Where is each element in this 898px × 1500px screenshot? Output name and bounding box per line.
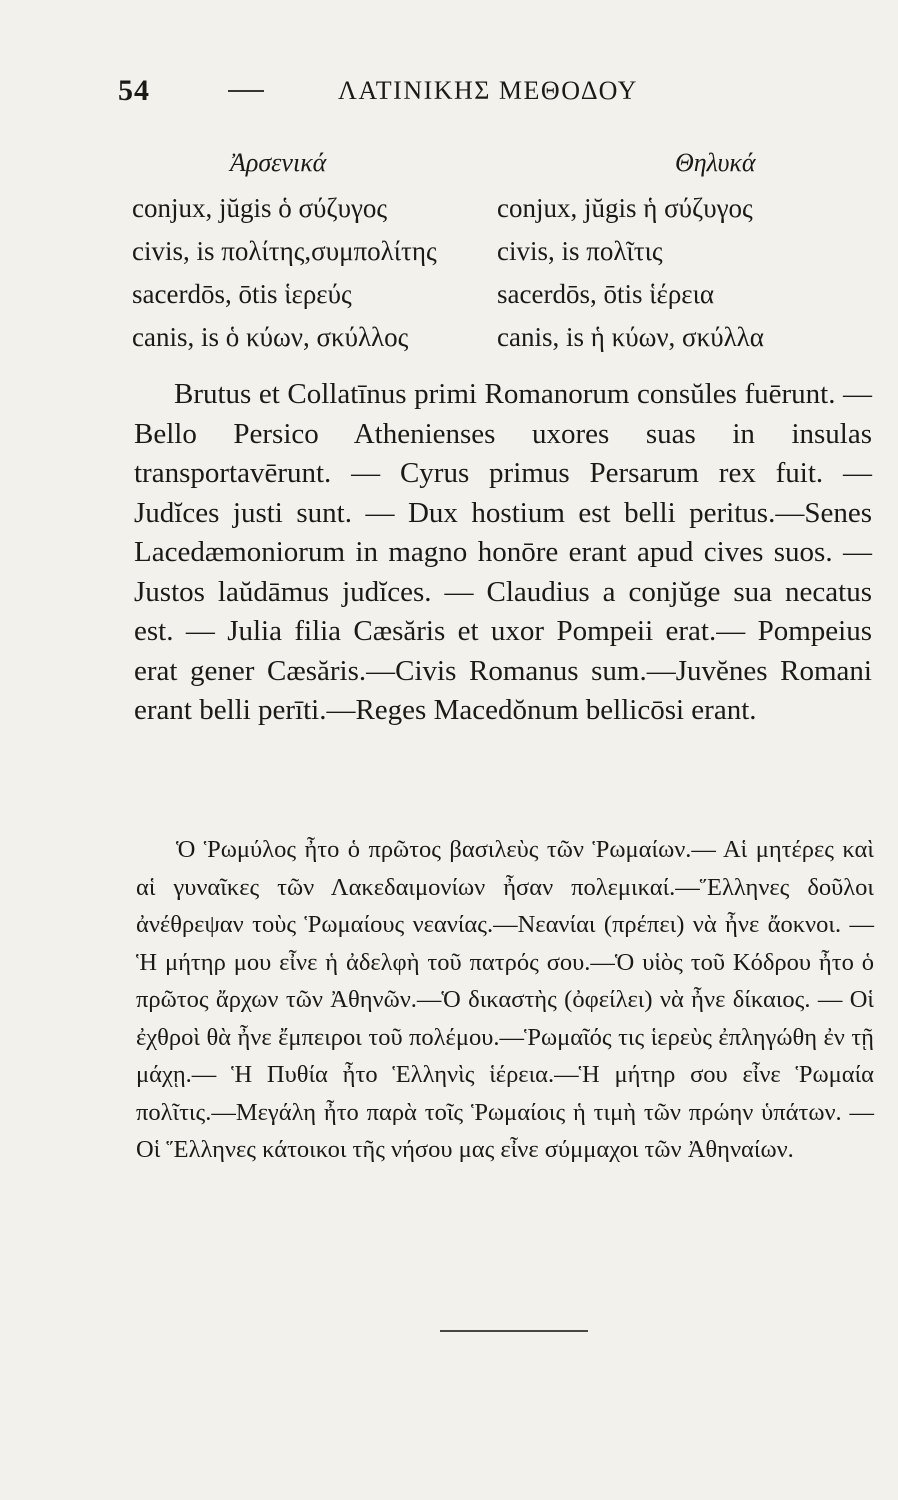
latin-exercise bbox=[134, 375, 872, 731]
feminine-heading: Θηλυκά bbox=[675, 148, 756, 177]
header-rule bbox=[228, 90, 264, 92]
column-headings bbox=[130, 148, 870, 188]
vocab-row bbox=[132, 322, 872, 365]
latin-paragraph: Brutus et Collatīnus primi Romanorum consŭles fuērunt. — Bello Persico Athenienses uxores suas in insulas transportavērunt. — Cyrus primus Persarum rex fuit. — Judĭces justi sunt. — Dux hostium est belli peritus.—Senes Lacedæmoniorum in magno honōre erant apud cives suos. — Justos laŭdāmus judĭces. — Claudius a conjŭge sua necatus est. — Julia filia Cæsăris et uxor Pompeii erat.— Pompeius erat gener Cæsăris.—Civis Romanus sum.—Juvĕnes Romani erant belli perīti.—Reges Macedŏnum bellicōsi erant. bbox=[134, 378, 872, 726]
greek-paragraph: Ὁ Ῥωμύλος ἦτο ὁ πρῶτος βασιλεὺς τῶν Ῥωμαίων.— Αἱ μητέρες καὶ αἱ γυναῖκες τῶν Λακεδαιμονίων ἦσαν πολεμικαί.—Ἕλληνες δοῦλοι ἀνέθρεψαν τοὺς Ῥωμαίους νεανίας.—Νεανίαι (πρέπει) νὰ ἦνε ἄοκνοι. — Ἡ μήτηρ μου εἶνε ἡ ἀδελφὴ τοῦ πατρός σου.—Ὁ υἱὸς τοῦ Κόδρου ἦτο ὁ πρῶτος ἄρχων τῶν Ἀθηνῶν.—Ὁ δικαστὴς (ὀφείλει) νὰ ἦνε δίκαιος. — Οἱ ἐχθροὶ θὰ ἦνε ἔμπειροι τοῦ πολέμου.—Ῥωμαῖός τις ἱερεὺς ἐπληγώθη ἐν τῇ μάχῃ.— Ἡ Πυθία ἦτο Ἑλληνὶς ἱέρεια.—Ἡ μήτηρ σου εἶνε Ῥωμαία πολῖτις.—Μεγάλη ἦτο παρὰ τοῖς Ῥωμαίοις ἡ τιμὴ τῶν πρώην ὑπάτων. — Οἱ Ἕλληνες κάτοικοι τῆς νήσου μας εἶνε σύμμαχοι τῶν Ἀθηναίων. bbox=[136, 836, 874, 1163]
masculine-entry: conjux, jŭgis ὁ σύζυγος bbox=[132, 193, 388, 223]
masculine-heading: Ἀρσενικά bbox=[230, 148, 327, 177]
masculine-entry: sacerdōs, ōtis ἱερεύς bbox=[132, 279, 352, 309]
feminine-entry: sacerdōs, ōtis ἱέρεια bbox=[497, 279, 715, 309]
vocab-row bbox=[132, 236, 872, 279]
page-number: 54 bbox=[118, 74, 150, 107]
vocab-row bbox=[132, 279, 872, 322]
feminine-entry: civis, is πολῖτις bbox=[497, 236, 663, 266]
feminine-entry: canis, is ἡ κύων, σκύλλα bbox=[497, 322, 764, 352]
masculine-entry: civis, is πολίτης,συμπολίτης bbox=[132, 236, 437, 266]
running-title: ΛΑΤΙΝΙΚΗΣ ΜΕΘΟΔΟΥ bbox=[338, 76, 638, 105]
feminine-entry: conjux, jŭgis ἡ σύζυγος bbox=[497, 193, 753, 223]
vocabulary-table bbox=[132, 193, 872, 365]
closing-rule bbox=[440, 1330, 588, 1332]
page-header bbox=[118, 74, 818, 114]
vocab-row bbox=[132, 193, 872, 236]
greek-exercise bbox=[136, 831, 874, 1169]
masculine-entry: canis, is ὁ κύων, σκύλλος bbox=[132, 322, 409, 352]
